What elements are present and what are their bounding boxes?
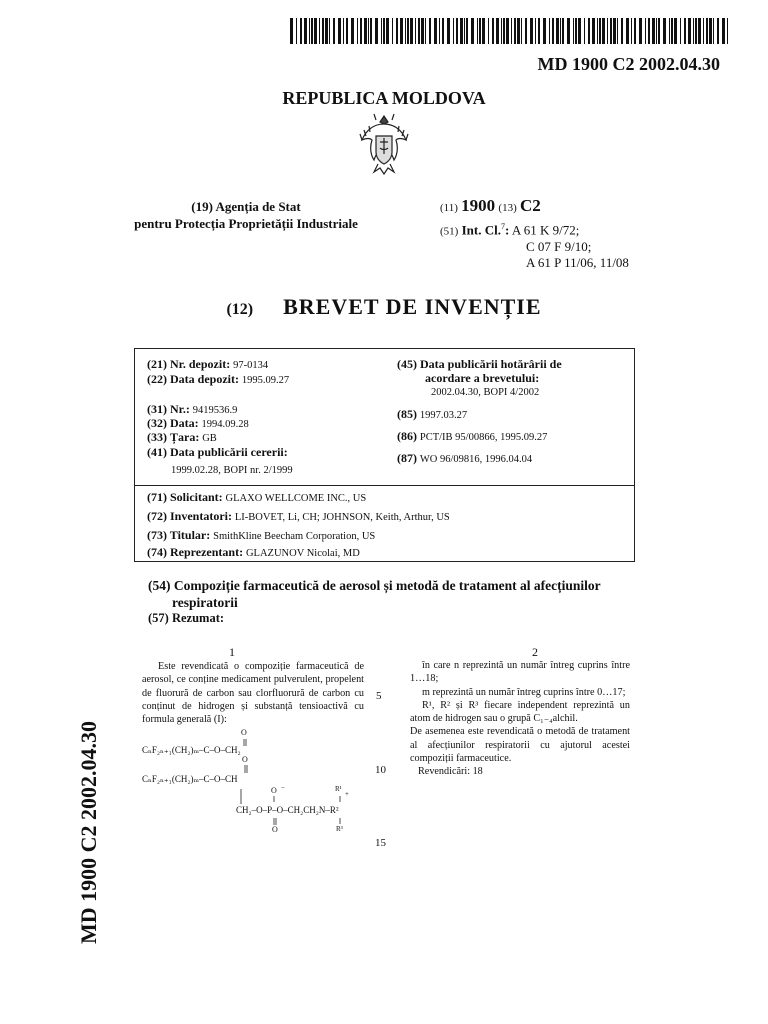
chemical-formula — [142, 730, 382, 840]
formula-o2: O — [242, 755, 248, 764]
f41-value: 1999.02.28, BOPI nr. 2/1999 — [171, 465, 293, 476]
f33-label: (33) Țara: — [147, 430, 200, 444]
barcode — [290, 18, 734, 44]
barcode-bar — [400, 18, 403, 44]
col2-p1: în care n reprezintă un număr întreg cuprins între 1…18; — [410, 660, 630, 685]
barcode-bar — [535, 18, 536, 44]
barcode-bar — [517, 18, 520, 44]
formula-plus: + — [345, 790, 349, 798]
intcl-label: Int. Cl. — [461, 222, 501, 238]
barcode-bar — [525, 18, 527, 44]
f74-value: GLAZUNOV Nicolai, MD — [245, 548, 360, 559]
barcode-bar — [573, 18, 574, 44]
barcode-bar — [631, 18, 632, 44]
barcode-bar — [597, 18, 598, 44]
agency-block — [118, 198, 374, 232]
barcode-bar — [506, 18, 509, 44]
barcode-bar — [322, 18, 324, 44]
abstract-column-2 — [410, 659, 630, 779]
barcode-bar — [370, 18, 372, 44]
f73-label: (73) Titular: — [147, 528, 211, 542]
formula-row1: CₙF₂ₙ₊₁(CH₂)ₘ–C–O–CH₂ — [142, 745, 241, 755]
barcode-bar — [698, 18, 701, 44]
barcode-bar — [634, 18, 636, 44]
barcode-bar — [592, 18, 595, 44]
code-11: (11) — [440, 202, 458, 214]
barcode-bar — [613, 18, 616, 44]
barcode-bar — [464, 18, 465, 44]
barcode-bar — [460, 18, 463, 44]
barcode-bar — [453, 18, 454, 44]
barcode-bar — [684, 18, 686, 44]
barcode-bar — [405, 18, 406, 44]
formula-o3: O — [271, 786, 277, 795]
barcode-bar — [584, 18, 585, 44]
barcode-bar — [290, 18, 293, 44]
barcode-bar — [588, 18, 590, 44]
agency-code: (19) — [191, 199, 213, 214]
f71-value: GLAXO WELLCOME INC., US — [225, 493, 367, 504]
f72-label: (72) Inventatori: — [147, 509, 232, 523]
barcode-bar — [543, 18, 546, 44]
parties-box — [134, 485, 635, 562]
bibliographic-box — [134, 348, 635, 486]
barcode-bar — [645, 18, 646, 44]
code-12: (12) — [226, 301, 254, 318]
code-13: (13) — [498, 202, 517, 214]
barcode-bar — [421, 18, 424, 44]
barcode-bar — [368, 18, 369, 44]
barcode-bar — [530, 18, 533, 44]
coat-of-arms-icon — [356, 110, 412, 176]
f72-value: LI-BOVET, Li, CH; JOHNSON, Keith, Arthur, US — [234, 512, 450, 523]
barcode-bar — [375, 18, 378, 44]
intcl-colon: : — [504, 222, 510, 238]
barcode-bar — [607, 18, 608, 44]
barcode-bar — [325, 18, 328, 44]
f45-value: 2002.04.30, BOPI 4/2002 — [431, 387, 540, 398]
barcode-bar — [482, 18, 485, 44]
barcode-bar — [383, 18, 385, 44]
f87-label: (87) — [397, 451, 417, 465]
patent-number: 1900 — [461, 196, 496, 215]
intcl-sup: 7 — [500, 222, 505, 231]
barcode-bar — [309, 18, 310, 44]
barcode-bar — [410, 18, 413, 44]
formula-o4: O — [272, 825, 278, 834]
barcode-bar — [346, 18, 348, 44]
barcode-bar — [386, 18, 389, 44]
formula-row2: CₙF₂ₙ₊₁(CH₂)ₘ–C–O–CH — [142, 774, 238, 784]
barcode-bar — [488, 18, 489, 44]
abstract-column-1: Este revendicată o compoziție farmaceutică de aerosol, ce conține medicament pulverulent, propelent de fluorură de carbon sau clorfluorură de carbon cu conținut de hidrogen și substanță tensioactivă cu formula generală (I): — [142, 661, 364, 726]
col2-p4: De asemenea este revendicată o metodă de tratament al afecțiunilor respiratorii cu ajutorul acestei compoziții farmaceutice. — [410, 726, 630, 765]
barcode-bar — [514, 18, 516, 44]
barcode-bar — [477, 18, 478, 44]
barcode-bar — [456, 18, 458, 44]
barcode-bar — [338, 18, 341, 44]
title-code: (54) — [148, 578, 171, 593]
line-number-5: 5 — [376, 690, 382, 702]
barcode-bar — [521, 18, 522, 44]
formula-r1: R¹ — [335, 785, 342, 793]
barcode-bar — [434, 18, 437, 44]
barcode-bar — [713, 18, 714, 44]
barcode-bar — [300, 18, 302, 44]
barcode-bar — [652, 18, 655, 44]
f21-value: 97-0134 — [233, 360, 269, 371]
barcode-bar — [575, 18, 577, 44]
intcl-1: A 61 K 9/72; — [511, 222, 580, 238]
barcode-bar — [471, 18, 474, 44]
intcl-3: A 61 P 11/06, 11/08 — [526, 255, 629, 271]
barcode-bar — [364, 18, 367, 44]
f86-value: PCT/IB 95/00866, 1995.09.27 — [419, 432, 548, 443]
barcode-bar — [492, 18, 494, 44]
barcode-bar — [562, 18, 564, 44]
barcode-bar — [392, 18, 393, 44]
barcode-bar — [429, 18, 431, 44]
barcode-bar — [709, 18, 712, 44]
barcode-bar — [314, 18, 317, 44]
barcode-bar — [722, 18, 725, 44]
barcode-bar — [639, 18, 642, 44]
f45-label2: acordare a brevetului: — [425, 371, 540, 385]
barcode-bar — [425, 18, 426, 44]
barcode-bar — [343, 18, 344, 44]
barcode-bar — [656, 18, 657, 44]
invention-title — [148, 577, 668, 611]
document-type — [0, 294, 768, 320]
f73-value: SmithKline Beecham Corporation, US — [213, 531, 376, 542]
f21-label: (21) Nr. depozit: — [147, 357, 231, 371]
f33-value: GB — [202, 433, 217, 444]
barcode-bar — [695, 18, 697, 44]
barcode-bar — [466, 18, 468, 44]
barcode-bar — [717, 18, 719, 44]
column-number-2: 2 — [532, 645, 538, 659]
intcl-2: C 07 F 9/10; — [526, 239, 592, 255]
barcode-bar — [688, 18, 691, 44]
barcode-bar — [442, 18, 444, 44]
barcode-bar — [447, 18, 450, 44]
abstract-label: (57) Rezumat: — [148, 611, 225, 625]
column-number-1: 1 — [229, 645, 235, 659]
barcode-bar — [706, 18, 708, 44]
formula-r3: R³ — [336, 825, 343, 833]
barcode-bar — [304, 18, 307, 44]
f86-label: (86) — [397, 429, 417, 443]
barcode-bar — [626, 18, 629, 44]
barcode-bar — [671, 18, 673, 44]
barcode-bar — [658, 18, 660, 44]
col2-p3: R¹, R² și R³ fiecare independent reprezintă un atom de hidrogen sau o grupă C₁₋₄alchil. — [410, 699, 630, 725]
agency-line1: Agenția de Stat — [215, 199, 301, 214]
document-type-title: BREVET DE INVENȚIE — [283, 294, 542, 319]
barcode-bar — [496, 18, 499, 44]
f22-value: 1995.09.27 — [241, 375, 290, 386]
patent-number-block — [440, 198, 629, 271]
code-51: (51) — [440, 225, 459, 238]
barcode-bar — [396, 18, 398, 44]
barcode-bar — [703, 18, 704, 44]
f32-value: 1994.09.28 — [201, 419, 249, 430]
barcode-bar — [669, 18, 670, 44]
patent-kind: C2 — [520, 196, 541, 215]
barcode-bar — [599, 18, 601, 44]
barcode-bar — [479, 18, 481, 44]
barcode-bar — [578, 18, 581, 44]
barcode-bar — [621, 18, 623, 44]
barcode-bar — [680, 18, 681, 44]
f31-value: 9419536.9 — [192, 405, 238, 416]
barcode-bar — [538, 18, 540, 44]
barcode-bar — [439, 18, 440, 44]
barcode-bar — [319, 18, 320, 44]
barcode-bar — [501, 18, 502, 44]
formula-minus: − — [281, 784, 285, 792]
barcode-bar — [727, 18, 728, 44]
formula-row3: CH₂–O–P–O–CH₂CH₂N–R² — [236, 805, 339, 815]
agency-line2: pentru Protecția Proprietății Industriale — [134, 216, 358, 231]
f71-label: (71) Solicitant: — [147, 490, 223, 504]
f41-label: (41) Data publicării cererii: — [147, 445, 288, 459]
f87-value: WO 96/09816, 1996.04.04 — [419, 454, 533, 465]
barcode-bar — [381, 18, 382, 44]
barcode-bar — [357, 18, 358, 44]
barcode-bar — [567, 18, 570, 44]
barcode-bar — [311, 18, 313, 44]
barcode-bar — [617, 18, 618, 44]
f31-label: (31) Nr.: — [147, 402, 190, 416]
barcode-bar — [511, 18, 512, 44]
barcode-bar — [333, 18, 335, 44]
barcode-bar — [556, 18, 559, 44]
f32-label: (32) Data: — [147, 416, 199, 430]
barcode-bar — [329, 18, 330, 44]
f45-label1: (45) Data publicării hotărârii de — [397, 357, 562, 371]
barcode-bar — [360, 18, 362, 44]
barcode-bar — [648, 18, 650, 44]
country-name: REPUBLICA MOLDOVA — [282, 88, 486, 108]
barcode-bar — [610, 18, 612, 44]
barcode-bar — [560, 18, 561, 44]
barcode-bar — [693, 18, 694, 44]
line-number-15: 15 — [375, 837, 386, 849]
document-id-vertical: MD 1900 C2 2002.04.30 — [76, 720, 101, 944]
barcode-bar — [351, 18, 354, 44]
document-id-header: MD 1900 C2 2002.04.30 — [537, 54, 720, 74]
col2-p5: Revendicări: 18 — [418, 766, 483, 778]
f85-value: 1997.03.27 — [419, 410, 468, 421]
formula-o1: O — [241, 728, 247, 737]
col2-p2: m reprezintă un număr întreg cuprins între 0…17; — [422, 686, 626, 698]
title-line1: Compoziție farmaceutică de aerosol și metodă de tratament al afecțiunilor — [173, 578, 601, 593]
barcode-bar — [415, 18, 416, 44]
barcode-bar — [296, 18, 297, 44]
barcode-bar — [549, 18, 550, 44]
f74-label: (74) Reprezentant: — [147, 545, 244, 559]
barcode-bar — [418, 18, 420, 44]
f85-label: (85) — [397, 407, 417, 421]
line-number-10: 10 — [375, 764, 386, 776]
barcode-bar — [407, 18, 409, 44]
barcode-bar — [552, 18, 554, 44]
barcode-bar — [674, 18, 677, 44]
barcode-bar — [663, 18, 666, 44]
f22-label: (22) Data depozit: — [147, 372, 239, 386]
barcode-bar — [602, 18, 605, 44]
title-line2: respiratorii — [172, 595, 238, 610]
barcode-bar — [503, 18, 505, 44]
